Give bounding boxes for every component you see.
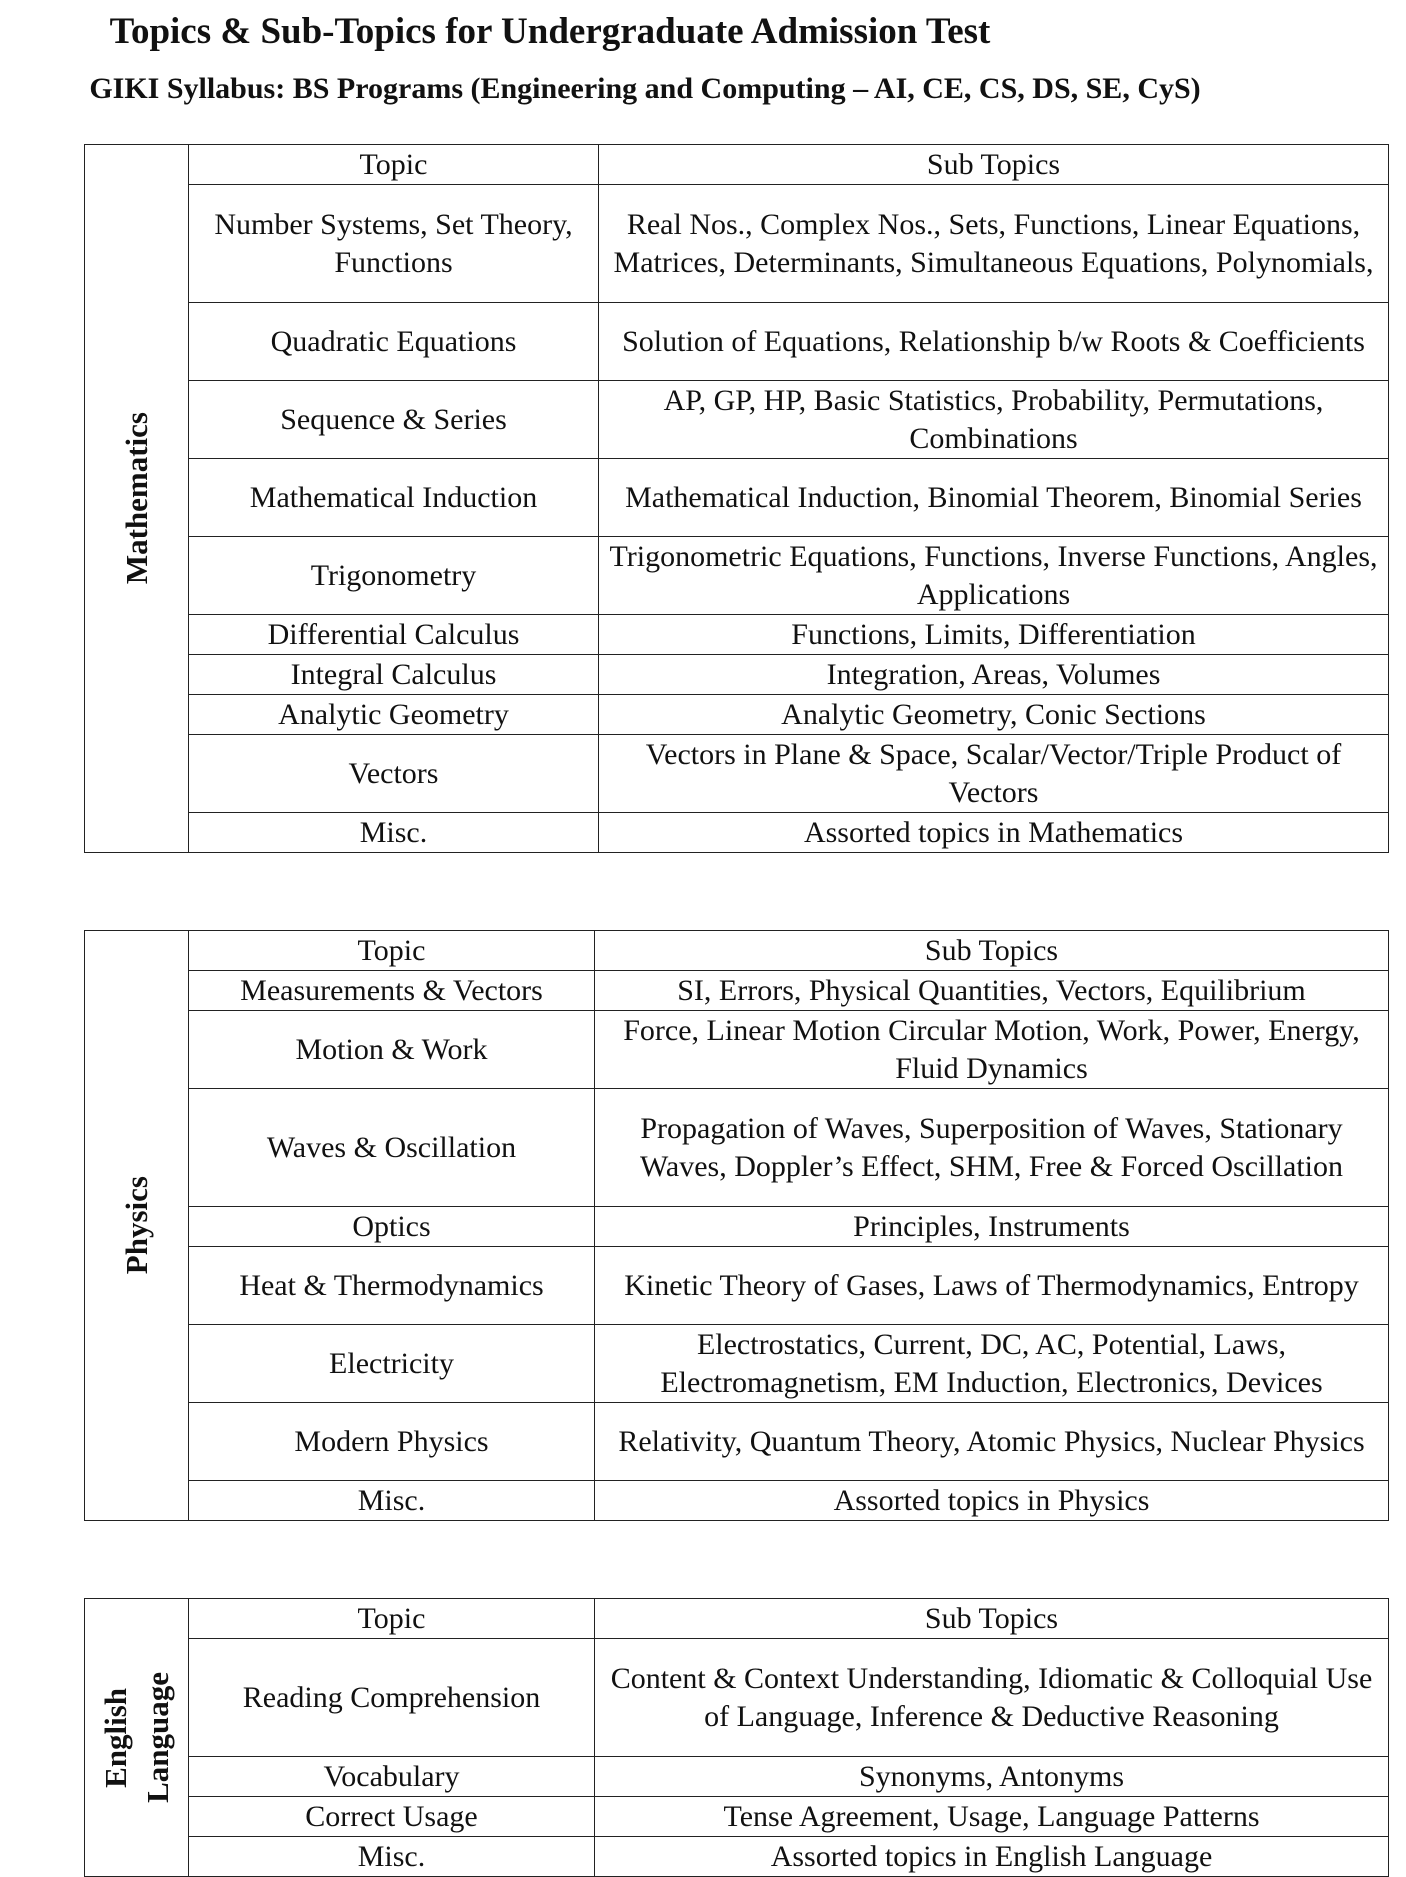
sub-topics-cell: Assorted topics in English Language: [595, 1837, 1389, 1877]
table-row: [85, 695, 1389, 735]
sub-topics-cell: Principles, Instruments: [595, 1207, 1389, 1247]
topic-cell: Misc.: [189, 1837, 595, 1877]
subject-label-line: Physics: [118, 1176, 154, 1275]
topic-cell: Optics: [189, 1207, 595, 1247]
sub-topics-column-header: Sub Topics: [595, 1599, 1389, 1639]
topic-cell: Mathematical Induction: [189, 459, 599, 537]
topic-cell: Sequence & Series: [189, 381, 599, 459]
sub-topics-cell: Real Nos., Complex Nos., Sets, Functions, Linear Equations, Matrices, Determinants, Simultaneous Equations, Polynomials,: [599, 185, 1389, 303]
sub-topics-cell: Analytic Geometry, Conic Sections: [599, 695, 1389, 735]
topic-cell: Waves & Oscillation: [189, 1089, 595, 1207]
subject-label: [95, 1672, 179, 1803]
table-row: [85, 655, 1389, 695]
sub-topics-cell: Tense Agreement, Usage, Language Patterns: [595, 1797, 1389, 1837]
topic-cell: Quadratic Equations: [189, 303, 599, 381]
topic-cell: Trigonometry: [189, 537, 599, 615]
sub-topics-cell: Integration, Areas, Volumes: [599, 655, 1389, 695]
subject-label-cell: [85, 931, 189, 1521]
sub-topics-cell: Electrostatics, Current, DC, AC, Potential, Laws, Electromagnetism, EM Induction, Electronics, Devices: [595, 1325, 1389, 1403]
table-row: [85, 1757, 1389, 1797]
table-row: [85, 1837, 1389, 1877]
sub-topics-cell: Synonyms, Antonyms: [595, 1757, 1389, 1797]
table-row: [85, 971, 1389, 1011]
subject-label-line: Mathematics: [118, 412, 154, 585]
table-row: [85, 1403, 1389, 1481]
mathematics-table: [84, 144, 1389, 853]
topic-cell: Electricity: [189, 1325, 595, 1403]
sub-topics-cell: Solution of Equations, Relationship b/w Roots & Coefficients: [599, 303, 1389, 381]
sub-topics-cell: Mathematical Induction, Binomial Theorem, Binomial Series: [599, 459, 1389, 537]
table-row: [85, 1639, 1389, 1757]
sub-topics-cell: SI, Errors, Physical Quantities, Vectors, Equilibrium: [595, 971, 1389, 1011]
table-row: [85, 1325, 1389, 1403]
sub-topics-cell: Force, Linear Motion Circular Motion, Work, Power, Energy, Fluid Dynamics: [595, 1011, 1389, 1089]
topic-cell: Motion & Work: [189, 1011, 595, 1089]
subject-label-cell: [85, 145, 189, 853]
table-row: [85, 735, 1389, 813]
sub-topics-column-header: Sub Topics: [595, 931, 1389, 971]
table-row: [85, 1797, 1389, 1837]
subject-label-line: Language: [139, 1672, 175, 1803]
table-row: [85, 185, 1389, 303]
sub-topics-cell: Content & Context Understanding, Idiomatic & Colloquial Use of Language, Inference & Deductive Reasoning: [595, 1639, 1389, 1757]
sub-topics-cell: Assorted topics in Mathematics: [599, 813, 1389, 853]
table-header-row: [85, 1599, 1389, 1639]
subject-label-cell: [85, 1599, 189, 1877]
topic-cell: Analytic Geometry: [189, 695, 599, 735]
topic-cell: Number Systems, Set Theory, Functions: [189, 185, 599, 303]
topic-cell: Vocabulary: [189, 1757, 595, 1797]
table-row: [85, 459, 1389, 537]
topic-cell: Correct Usage: [189, 1797, 595, 1837]
sub-topics-cell: Propagation of Waves, Superposition of Waves, Stationary Waves, Doppler’s Effect, SHM, Free & Forced Oscillation: [595, 1089, 1389, 1207]
table-row: [85, 1481, 1389, 1521]
sub-topics-column-header: Sub Topics: [599, 145, 1389, 185]
physics-table: [84, 930, 1389, 1521]
topic-column-header: Topic: [189, 931, 595, 971]
sub-topics-cell: Vectors in Plane & Space, Scalar/Vector/Triple Product of Vectors: [599, 735, 1389, 813]
table-row: [85, 537, 1389, 615]
english-language-table: [84, 1598, 1389, 1877]
sub-topics-cell: Trigonometric Equations, Functions, Inverse Functions, Angles, Applications: [599, 537, 1389, 615]
topic-cell: Heat & Thermodynamics: [189, 1247, 595, 1325]
table-row: [85, 303, 1389, 381]
topic-cell: Vectors: [189, 735, 599, 813]
table-header-row: [85, 145, 1389, 185]
sub-topics-cell: Kinetic Theory of Gases, Laws of Thermodynamics, Entropy: [595, 1247, 1389, 1325]
topic-cell: Misc.: [189, 813, 599, 853]
subject-label-line: English: [97, 1687, 133, 1788]
topic-cell: Modern Physics: [189, 1403, 595, 1481]
table-row: [85, 1207, 1389, 1247]
subject-label: [116, 1176, 158, 1274]
page-subtitle: GIKI Syllabus: BS Programs (Engineering and Computing – AI, CE, CS, DS, SE, CyS): [89, 72, 1201, 105]
topic-cell: Differential Calculus: [189, 615, 599, 655]
topic-cell: Integral Calculus: [189, 655, 599, 695]
table-row: [85, 381, 1389, 459]
topic-column-header: Topic: [189, 1599, 595, 1639]
sub-topics-cell: Assorted topics in Physics: [595, 1481, 1389, 1521]
table-row: [85, 813, 1389, 853]
subject-label: [116, 412, 158, 584]
table-row: [85, 615, 1389, 655]
table-header-row: [85, 931, 1389, 971]
table-row: [85, 1247, 1389, 1325]
topic-column-header: Topic: [189, 145, 599, 185]
topic-cell: Reading Comprehension: [189, 1639, 595, 1757]
page-title: Topics & Sub-Topics for Undergraduate Admission Test: [109, 11, 991, 52]
table-row: [85, 1089, 1389, 1207]
topic-cell: Measurements & Vectors: [189, 971, 595, 1011]
sub-topics-cell: Functions, Limits, Differentiation: [599, 615, 1389, 655]
sub-topics-cell: Relativity, Quantum Theory, Atomic Physics, Nuclear Physics: [595, 1403, 1389, 1481]
topic-cell: Misc.: [189, 1481, 595, 1521]
table-row: [85, 1011, 1389, 1089]
sub-topics-cell: AP, GP, HP, Basic Statistics, Probability, Permutations, Combinations: [599, 381, 1389, 459]
